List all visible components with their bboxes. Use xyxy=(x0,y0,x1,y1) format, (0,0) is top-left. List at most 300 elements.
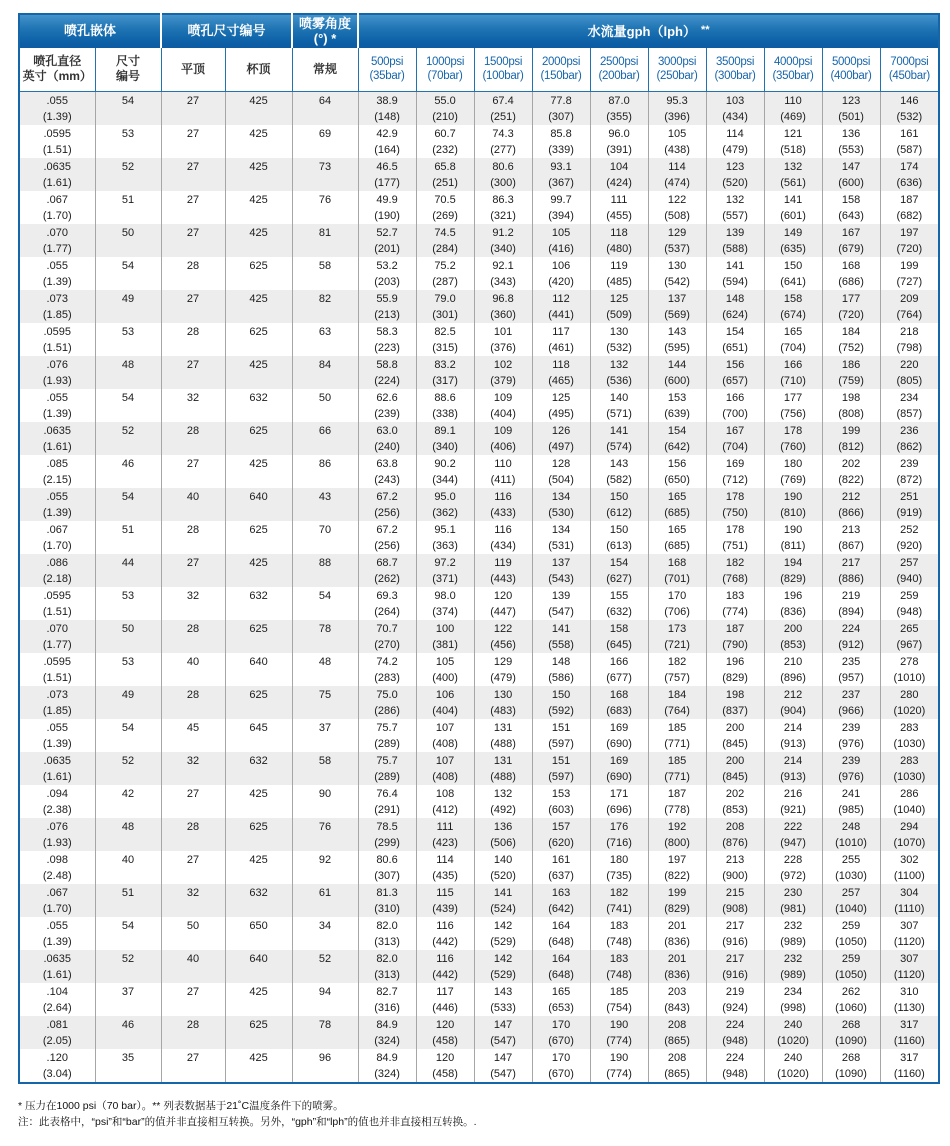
cell-flow-5000psi: 217 (886) xyxy=(822,554,880,587)
cell-flow-2500psi: 125 (509) xyxy=(590,290,648,323)
cell-size-number: 50 xyxy=(95,620,161,653)
cell-orifice-diameter: .0635 (1.61) xyxy=(42,754,72,783)
cell-cup-top: 625 xyxy=(225,257,292,290)
cell-size-number: 51 xyxy=(95,521,161,554)
cell-flow-7000psi: 317 (1160) xyxy=(880,1016,939,1049)
cell-cup-top: 425 xyxy=(225,191,292,224)
cell-flat-top: 27 xyxy=(161,290,225,323)
column-header-2500psi: 2500psi (200bar) xyxy=(590,47,648,91)
cell-flow-4000psi: 178 (760) xyxy=(764,422,822,455)
cell-orifice-diameter: .055 (1.39) xyxy=(42,721,72,750)
table-row xyxy=(19,224,939,257)
cell-spray-angle: 92 xyxy=(292,851,358,884)
group-label-sup: ** xyxy=(700,24,710,37)
cell-cup-top: 625 xyxy=(225,422,292,455)
cell-flow-5000psi: 219 (894) xyxy=(822,587,880,620)
cell-flow-500psi: 62.6 (239) xyxy=(358,389,416,422)
cell-size-number: 48 xyxy=(95,818,161,851)
cell-flow-5000psi: 177 (720) xyxy=(822,290,880,323)
table-row xyxy=(19,323,939,356)
cell-flow-2000psi: 137 (543) xyxy=(532,554,590,587)
cell-flow-1000psi: 82.5 (315) xyxy=(416,323,474,356)
cell-size-number: 49 xyxy=(95,686,161,719)
cell-cup-top: 425 xyxy=(225,851,292,884)
cell-flow-5000psi: 199 (812) xyxy=(822,422,880,455)
cell-orifice-diameter: .073 (1.85) xyxy=(42,292,72,321)
cell-flow-3500psi: 178 (751) xyxy=(706,521,764,554)
cell-flow-1500psi: 132 (492) xyxy=(474,785,532,818)
cell-flow-3500psi: 198 (837) xyxy=(706,686,764,719)
cell-spray-angle: 78 xyxy=(292,620,358,653)
cell-cup-top: 425 xyxy=(225,91,292,125)
cell-flow-3500psi: 183 (774) xyxy=(706,587,764,620)
group-header-orifice-size-code xyxy=(161,14,292,47)
cell-flow-2500psi: 183 (748) xyxy=(590,917,648,950)
cell-flat-top: 27 xyxy=(161,158,225,191)
cell-flow-1000psi: 120 (458) xyxy=(416,1016,474,1049)
cell-spray-angle: 43 xyxy=(292,488,358,521)
cell-spray-angle: 78 xyxy=(292,1016,358,1049)
cell-size-number: 44 xyxy=(95,554,161,587)
cell-flow-500psi: 75.7 (289) xyxy=(358,719,416,752)
cell-cup-top: 425 xyxy=(225,1049,292,1083)
cell-flow-5000psi: 248 (1010) xyxy=(822,818,880,851)
cell-spray-angle: 69 xyxy=(292,125,358,158)
cell-flow-5000psi: 136 (553) xyxy=(822,125,880,158)
cell-flow-2500psi: 166 (677) xyxy=(590,653,648,686)
cell-flow-1000psi: 70.5 (269) xyxy=(416,191,474,224)
cell-flow-3500psi: 123 (520) xyxy=(706,158,764,191)
cell-flow-1500psi: 67.4 (251) xyxy=(474,91,532,125)
cell-orifice-diameter: .120 (3.04) xyxy=(42,1051,72,1080)
cell-flow-2500psi: 141 (574) xyxy=(590,422,648,455)
cell-flow-5000psi: 202 (822) xyxy=(822,455,880,488)
cell-flat-top: 28 xyxy=(161,620,225,653)
cell-flow-3000psi: 154 (642) xyxy=(648,422,706,455)
cell-flow-1500psi: 86.3 (321) xyxy=(474,191,532,224)
cell-flow-1000psi: 98.0 (374) xyxy=(416,587,474,620)
cell-flow-1500psi: 130 (483) xyxy=(474,686,532,719)
cell-cup-top: 425 xyxy=(225,455,292,488)
cell-flat-top: 27 xyxy=(161,455,225,488)
cell-flow-3500psi: 202 (853) xyxy=(706,785,764,818)
table-row xyxy=(19,455,939,488)
cell-orifice-diameter: .055 (1.39) xyxy=(42,391,72,420)
cell-flow-4000psi: 177 (756) xyxy=(764,389,822,422)
cell-spray-angle: 88 xyxy=(292,554,358,587)
cell-flat-top: 28 xyxy=(161,1016,225,1049)
cell-flat-top: 27 xyxy=(161,983,225,1016)
cell-flow-2500psi: 182 (741) xyxy=(590,884,648,917)
table-row xyxy=(19,554,939,587)
cell-flow-7000psi: 236 (862) xyxy=(880,422,939,455)
cell-flow-2000psi: 106 (420) xyxy=(532,257,590,290)
cell-orifice-diameter: .073 (1.85) xyxy=(42,688,72,717)
cell-flow-5000psi: 123 (501) xyxy=(822,91,880,125)
column-header-1000psi: 1000psi (70bar) xyxy=(416,47,474,91)
table-row xyxy=(19,521,939,554)
cell-flat-top: 27 xyxy=(161,224,225,257)
table-row xyxy=(19,752,939,785)
group-label: 喷孔嵌体 xyxy=(64,23,117,39)
cell-flat-top: 27 xyxy=(161,785,225,818)
cell-flow-500psi: 70.7 (270) xyxy=(358,620,416,653)
cell-flow-5000psi: 259 (1050) xyxy=(822,917,880,950)
cell-flow-500psi: 63.0 (240) xyxy=(358,422,416,455)
cell-orifice-diameter: .0635 (1.61) xyxy=(42,424,72,453)
cell-flow-7000psi: 280 (1020) xyxy=(880,686,939,719)
cell-flow-7000psi: 251 (919) xyxy=(880,488,939,521)
group-label-line1: 喷雾角度 xyxy=(299,15,352,31)
cell-cup-top: 425 xyxy=(225,356,292,389)
cell-flow-5000psi: 235 (957) xyxy=(822,653,880,686)
cell-flow-1000psi: 83.2 (317) xyxy=(416,356,474,389)
cell-flow-1500psi: 109 (404) xyxy=(474,389,532,422)
cell-flow-4000psi: 149 (635) xyxy=(764,224,822,257)
group-label: 喷孔尺寸编号 xyxy=(187,23,266,39)
cell-flow-5000psi: 268 (1090) xyxy=(822,1049,880,1083)
cell-cup-top: 425 xyxy=(225,983,292,1016)
cell-flow-3500psi: 178 (750) xyxy=(706,488,764,521)
cell-cup-top: 625 xyxy=(225,620,292,653)
cell-flow-3500psi: 132 (557) xyxy=(706,191,764,224)
cell-size-number: 48 xyxy=(95,356,161,389)
cell-flow-3500psi: 224 (948) xyxy=(706,1016,764,1049)
cell-flow-2500psi: 168 (683) xyxy=(590,686,648,719)
cell-flow-4000psi: 210 (896) xyxy=(764,653,822,686)
cell-flow-3000psi: 170 (706) xyxy=(648,587,706,620)
cell-size-number: 46 xyxy=(95,1016,161,1049)
table-row xyxy=(19,884,939,917)
cell-flow-4000psi: 165 (704) xyxy=(764,323,822,356)
cell-flow-1000psi: 90.2 (344) xyxy=(416,455,474,488)
cell-cup-top: 425 xyxy=(225,554,292,587)
cell-flow-5000psi: 268 (1090) xyxy=(822,1016,880,1049)
cell-flow-2000psi: 164 (648) xyxy=(532,950,590,983)
cell-flow-2000psi: 118 (465) xyxy=(532,356,590,389)
cell-flow-2000psi: 148 (586) xyxy=(532,653,590,686)
cell-flat-top: 32 xyxy=(161,389,225,422)
cell-flow-5000psi: 198 (808) xyxy=(822,389,880,422)
table-row xyxy=(19,917,939,950)
table-row xyxy=(19,818,939,851)
cell-flow-3000psi: 184 (764) xyxy=(648,686,706,719)
table-row xyxy=(19,191,939,224)
cell-cup-top: 645 xyxy=(225,719,292,752)
cell-flow-7000psi: 252 (920) xyxy=(880,521,939,554)
column-header-1500psi: 1500psi (100bar) xyxy=(474,47,532,91)
cell-flow-2500psi: 190 (774) xyxy=(590,1049,648,1083)
cell-spray-angle: 58 xyxy=(292,257,358,290)
flow-rate-table xyxy=(18,13,940,1084)
cell-size-number: 52 xyxy=(95,158,161,191)
cell-flow-2000psi: 112 (441) xyxy=(532,290,590,323)
cell-spray-angle: 76 xyxy=(292,191,358,224)
cell-flow-2000psi: 151 (597) xyxy=(532,719,590,752)
cell-flow-4000psi: 222 (947) xyxy=(764,818,822,851)
cell-flow-5000psi: 212 (866) xyxy=(822,488,880,521)
cell-cup-top: 632 xyxy=(225,752,292,785)
cell-flow-500psi: 81.3 (310) xyxy=(358,884,416,917)
cell-spray-angle: 96 xyxy=(292,1049,358,1083)
cell-flow-3500psi: 182 (768) xyxy=(706,554,764,587)
cell-flow-3000psi: 144 (600) xyxy=(648,356,706,389)
cell-orifice-diameter: .055 (1.39) xyxy=(42,94,72,123)
cell-flow-1000psi: 75.2 (287) xyxy=(416,257,474,290)
cell-cup-top: 625 xyxy=(225,1016,292,1049)
cell-flow-2500psi: 140 (571) xyxy=(590,389,648,422)
cell-flow-3500psi: 196 (829) xyxy=(706,653,764,686)
cell-flow-1500psi: 80.6 (300) xyxy=(474,158,532,191)
column-header-3500psi: 3500psi (300bar) xyxy=(706,47,764,91)
cell-flow-1500psi: 110 (411) xyxy=(474,455,532,488)
cell-size-number: 51 xyxy=(95,884,161,917)
cell-flow-2500psi: 132 (536) xyxy=(590,356,648,389)
cell-size-number: 54 xyxy=(95,917,161,950)
cell-flow-5000psi: 262 (1060) xyxy=(822,983,880,1016)
cell-flow-500psi: 76.4 (291) xyxy=(358,785,416,818)
cell-flow-5000psi: 237 (966) xyxy=(822,686,880,719)
cell-flow-3000psi: 173 (721) xyxy=(648,620,706,653)
cell-flow-500psi: 67.2 (256) xyxy=(358,521,416,554)
cell-flow-1500psi: 109 (406) xyxy=(474,422,532,455)
cell-spray-angle: 54 xyxy=(292,587,358,620)
cell-flow-7000psi: 218 (798) xyxy=(880,323,939,356)
cell-flow-3500psi: 148 (624) xyxy=(706,290,764,323)
cell-flow-3500psi: 187 (790) xyxy=(706,620,764,653)
cell-flow-3000psi: 130 (542) xyxy=(648,257,706,290)
cell-cup-top: 425 xyxy=(225,224,292,257)
cell-flow-2500psi: 111 (455) xyxy=(590,191,648,224)
cell-flow-1500psi: 96.8 (360) xyxy=(474,290,532,323)
table-row xyxy=(19,851,939,884)
cell-flow-3000psi: 129 (537) xyxy=(648,224,706,257)
column-header-2000psi: 2000psi (150bar) xyxy=(532,47,590,91)
cell-orifice-diameter: .067 (1.70) xyxy=(42,523,72,552)
group-header-row xyxy=(19,14,939,47)
cell-cup-top: 625 xyxy=(225,521,292,554)
cell-size-number: 50 xyxy=(95,224,161,257)
cell-flow-3500psi: 141 (594) xyxy=(706,257,764,290)
cell-flow-7000psi: 199 (727) xyxy=(880,257,939,290)
cell-flow-7000psi: 278 (1010) xyxy=(880,653,939,686)
cell-flow-1500psi: 101 (376) xyxy=(474,323,532,356)
table-row xyxy=(19,1016,939,1049)
cell-flow-3000psi: 187 (778) xyxy=(648,785,706,818)
column-header-3000psi: 3000psi (250bar) xyxy=(648,47,706,91)
cell-flat-top: 27 xyxy=(161,554,225,587)
cell-orifice-diameter: .070 (1.77) xyxy=(42,226,72,255)
cell-flow-7000psi: 265 (967) xyxy=(880,620,939,653)
cell-flow-2000psi: 165 (653) xyxy=(532,983,590,1016)
cell-orifice-diameter: .085 (2.15) xyxy=(42,457,72,486)
cell-flow-2500psi: 104 (424) xyxy=(590,158,648,191)
cell-spray-angle: 86 xyxy=(292,455,358,488)
cell-flow-500psi: 55.9 (213) xyxy=(358,290,416,323)
cell-flow-7000psi: 234 (857) xyxy=(880,389,939,422)
cell-flow-7000psi: 317 (1160) xyxy=(880,1049,939,1083)
cell-flow-3500psi: 154 (651) xyxy=(706,323,764,356)
cell-flow-2500psi: 87.0 (355) xyxy=(590,91,648,125)
cell-flow-1500psi: 141 (524) xyxy=(474,884,532,917)
cell-flow-4000psi: 132 (561) xyxy=(764,158,822,191)
cell-flow-3000psi: 105 (438) xyxy=(648,125,706,158)
cell-flow-2500psi: 150 (612) xyxy=(590,488,648,521)
cell-flow-7000psi: 146 (532) xyxy=(880,91,939,125)
cell-flow-5000psi: 167 (679) xyxy=(822,224,880,257)
cell-flow-3500psi: 200 (845) xyxy=(706,719,764,752)
cell-flow-3500psi: 219 (924) xyxy=(706,983,764,1016)
cell-flow-2000psi: 141 (558) xyxy=(532,620,590,653)
cell-size-number: 49 xyxy=(95,290,161,323)
cell-flow-1500psi: 136 (506) xyxy=(474,818,532,851)
group-header-orifice-insert xyxy=(19,14,161,47)
cell-flow-4000psi: 180 (769) xyxy=(764,455,822,488)
cell-flow-3000psi: 208 (865) xyxy=(648,1016,706,1049)
cell-flow-7000psi: 310 (1130) xyxy=(880,983,939,1016)
cell-flow-3000psi: 168 (701) xyxy=(648,554,706,587)
cell-flow-7000psi: 239 (872) xyxy=(880,455,939,488)
cell-flow-3000psi: 203 (843) xyxy=(648,983,706,1016)
cell-flat-top: 50 xyxy=(161,917,225,950)
cell-flow-1000psi: 60.7 (232) xyxy=(416,125,474,158)
cell-size-number: 53 xyxy=(95,323,161,356)
cell-flow-1000psi: 114 (435) xyxy=(416,851,474,884)
cell-flow-500psi: 49.9 (190) xyxy=(358,191,416,224)
cell-flow-3500psi: 213 (900) xyxy=(706,851,764,884)
cell-size-number: 54 xyxy=(95,91,161,125)
cell-flow-1500psi: 147 (547) xyxy=(474,1049,532,1083)
cell-flow-7000psi: 283 (1030) xyxy=(880,719,939,752)
cell-size-number: 54 xyxy=(95,389,161,422)
cell-flow-5000psi: 241 (985) xyxy=(822,785,880,818)
cell-orifice-diameter: .076 (1.93) xyxy=(42,820,72,849)
group-header-water-flow xyxy=(358,14,939,47)
cell-spray-angle: 82 xyxy=(292,290,358,323)
cell-flow-7000psi: 304 (1110) xyxy=(880,884,939,917)
cell-flat-top: 27 xyxy=(161,91,225,125)
cell-flow-1500psi: 142 (529) xyxy=(474,950,532,983)
cell-flow-3000psi: 192 (800) xyxy=(648,818,706,851)
cell-flow-2000psi: 85.8 (339) xyxy=(532,125,590,158)
cell-flow-500psi: 42.9 (164) xyxy=(358,125,416,158)
table-row xyxy=(19,1049,939,1083)
table-row xyxy=(19,91,939,125)
cell-flow-2500psi: 96.0 (391) xyxy=(590,125,648,158)
table-row xyxy=(19,686,939,719)
cell-flow-4000psi: 196 (836) xyxy=(764,587,822,620)
cell-flow-7000psi: 257 (940) xyxy=(880,554,939,587)
cell-cup-top: 650 xyxy=(225,917,292,950)
cell-size-number: 51 xyxy=(95,191,161,224)
table-row xyxy=(19,983,939,1016)
cell-flow-4000psi: 234 (998) xyxy=(764,983,822,1016)
cell-cup-top: 625 xyxy=(225,818,292,851)
cell-size-number: 52 xyxy=(95,422,161,455)
cell-flow-5000psi: 213 (867) xyxy=(822,521,880,554)
table-body xyxy=(19,91,939,1083)
cell-flow-7000psi: 283 (1030) xyxy=(880,752,939,785)
cell-flow-3000psi: 165 (685) xyxy=(648,521,706,554)
cell-flat-top: 28 xyxy=(161,686,225,719)
group-header-spray-angle xyxy=(292,14,358,47)
cell-flow-2500psi: 119 (485) xyxy=(590,257,648,290)
cell-flat-top: 28 xyxy=(161,521,225,554)
table-row xyxy=(19,389,939,422)
cell-flat-top: 32 xyxy=(161,884,225,917)
cell-flow-1500psi: 120 (447) xyxy=(474,587,532,620)
cell-spray-angle: 61 xyxy=(292,884,358,917)
cell-size-number: 52 xyxy=(95,950,161,983)
cell-flow-2000psi: 164 (648) xyxy=(532,917,590,950)
cell-spray-angle: 50 xyxy=(292,389,358,422)
cell-flat-top: 40 xyxy=(161,950,225,983)
cell-flow-7000psi: 294 (1070) xyxy=(880,818,939,851)
cell-flow-2000psi: 105 (416) xyxy=(532,224,590,257)
cell-flow-7000psi: 197 (720) xyxy=(880,224,939,257)
cell-flow-7000psi: 220 (805) xyxy=(880,356,939,389)
cell-flow-1500psi: 129 (479) xyxy=(474,653,532,686)
cell-flow-7000psi: 307 (1120) xyxy=(880,917,939,950)
cell-flow-5000psi: 186 (759) xyxy=(822,356,880,389)
cell-flow-500psi: 69.3 (264) xyxy=(358,587,416,620)
cell-flow-500psi: 75.7 (289) xyxy=(358,752,416,785)
cell-flow-5000psi: 239 (976) xyxy=(822,752,880,785)
cell-flow-2500psi: 154 (627) xyxy=(590,554,648,587)
cell-flow-1000psi: 116 (442) xyxy=(416,950,474,983)
cell-cup-top: 632 xyxy=(225,389,292,422)
cell-flat-top: 27 xyxy=(161,191,225,224)
cell-flow-2000psi: 163 (642) xyxy=(532,884,590,917)
cell-flow-500psi: 80.6 (307) xyxy=(358,851,416,884)
cell-flow-5000psi: 224 (912) xyxy=(822,620,880,653)
cell-flow-3500psi: 208 (876) xyxy=(706,818,764,851)
cell-flow-7000psi: 187 (682) xyxy=(880,191,939,224)
cell-flow-1500psi: 131 (488) xyxy=(474,752,532,785)
cell-flow-4000psi: 214 (913) xyxy=(764,752,822,785)
cell-size-number: 42 xyxy=(95,785,161,818)
cell-spray-angle: 63 xyxy=(292,323,358,356)
cell-flow-4000psi: 121 (518) xyxy=(764,125,822,158)
cell-orifice-diameter: .0635 (1.61) xyxy=(42,952,72,981)
cell-flow-4000psi: 190 (811) xyxy=(764,521,822,554)
cell-flow-4000psi: 194 (829) xyxy=(764,554,822,587)
cell-flat-top: 32 xyxy=(161,587,225,620)
footnotes xyxy=(18,1098,940,1130)
cell-flow-3500psi: 103 (434) xyxy=(706,91,764,125)
cell-size-number: 54 xyxy=(95,488,161,521)
cell-flow-1000psi: 120 (458) xyxy=(416,1049,474,1083)
cell-flow-2000psi: 93.1 (367) xyxy=(532,158,590,191)
table-row xyxy=(19,620,939,653)
cell-flow-500psi: 82.0 (313) xyxy=(358,917,416,950)
cell-spray-angle: 58 xyxy=(292,752,358,785)
cell-flow-1000psi: 74.5 (284) xyxy=(416,224,474,257)
cell-flow-3000psi: 137 (569) xyxy=(648,290,706,323)
cell-flat-top: 27 xyxy=(161,851,225,884)
table-row xyxy=(19,587,939,620)
cell-flow-4000psi: 228 (972) xyxy=(764,851,822,884)
cell-flow-3500psi: 215 (908) xyxy=(706,884,764,917)
cell-flow-4000psi: 200 (853) xyxy=(764,620,822,653)
cell-flow-7000psi: 161 (587) xyxy=(880,125,939,158)
cell-flow-1000psi: 116 (442) xyxy=(416,917,474,950)
cell-size-number: 37 xyxy=(95,983,161,1016)
table-row xyxy=(19,653,939,686)
cell-flow-1000psi: 106 (404) xyxy=(416,686,474,719)
column-header-cup-top: 杯顶 xyxy=(225,47,292,91)
cell-flat-top: 27 xyxy=(161,1049,225,1083)
